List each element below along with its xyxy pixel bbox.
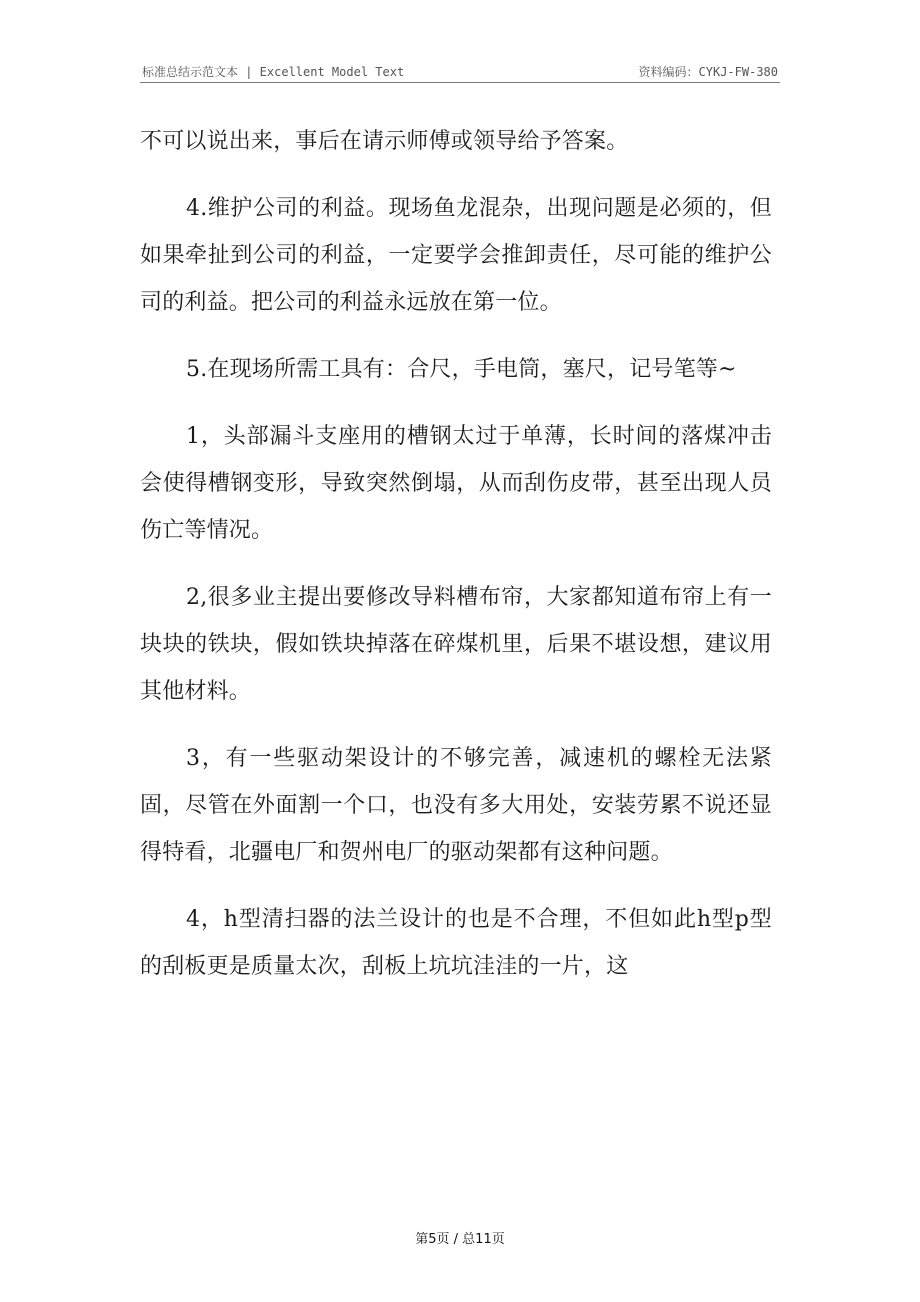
page-footer (0, 1228, 920, 1247)
document-body (140, 118, 772, 1010)
paragraph-issue-4: 4，h型清扫器的法兰设计的也是不合理，不但如此h型p型的刮板更是质量太次，刮板上坑坑洼洼的一片，这 (140, 907, 772, 979)
paragraph-item-4: 4.维护公司的利益。现场鱼龙混杂，出现问题是必须的，但如果牵扯到公司的利益，一定要学会推卸责任，尽可能的维护公司的利益。把公司的利益永远放在第一位。 (140, 196, 772, 315)
page-header (140, 60, 780, 83)
paragraph-continuation: 不可以说出来，事后在请示师傅或领导给予答案。 (140, 129, 629, 154)
paragraph-issue-3: 3，有一些驱动架设计的不够完善，减速机的螺栓无法紧固，尽管在外面割一个口，也没有多大用处，安装劳累不说还显得特看，北疆电厂和贺州电厂的驱动架都有这种问题。 (140, 746, 772, 865)
paragraph-issue-1: 1，头部漏斗支座用的槽钢太过于单薄，长时间的落煤冲击会使得槽钢变形，导致突然倒塌，从而刮伤皮带，甚至出现人员伤亡等情况。 (140, 424, 772, 543)
header-title: 标准总结示范文本 | Excellent Model Text (142, 65, 405, 79)
paragraph-item-5: 5.在现场所需工具有：合尺，手电筒，塞尺，记号笔等~ (186, 357, 737, 382)
paragraph-issue-2: 2,很多业主提出要修改导料槽布帘，大家都知道布帘上有一块块的铁块，假如铁块掉落在碎煤机里，后果不堪设想，建议用其他材料。 (140, 585, 772, 704)
header-doc-code: 资料编码：CYKJ-FW-380 (638, 65, 778, 79)
page-number: 第5页 / 总11页 (415, 1232, 505, 1247)
